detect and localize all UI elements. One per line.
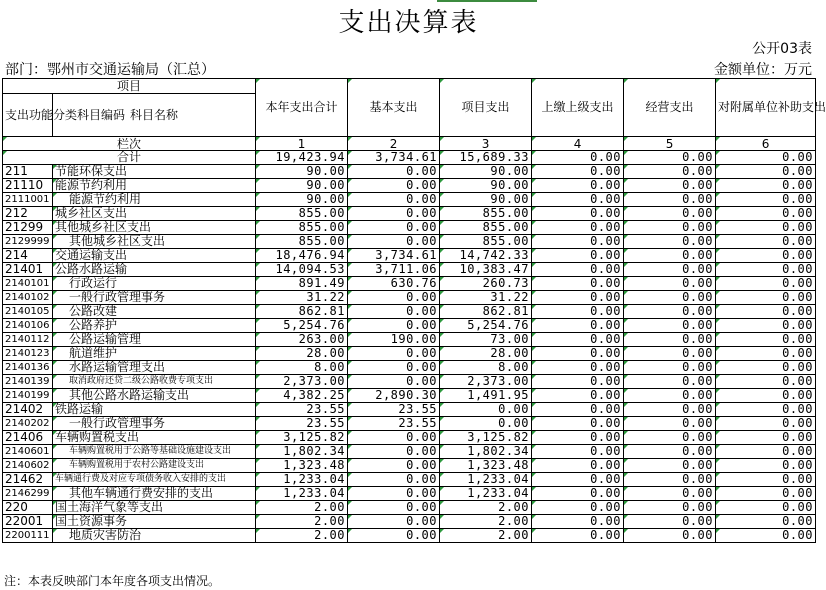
amount-cell[interactable]: 0.00 — [624, 347, 716, 361]
amount-cell[interactable]: 90.00 — [440, 165, 532, 179]
amount-cell[interactable]: 0.00 — [348, 375, 440, 389]
table-row — [3, 193, 816, 207]
amount-cell[interactable]: 0.00 — [716, 403, 816, 417]
amount-cell[interactable]: 0.00 — [532, 389, 624, 403]
subject-name[interactable]: 地质灾害防治 — [53, 529, 256, 543]
subject-name[interactable]: 水路运输管理支出 — [53, 361, 256, 375]
amount-cell[interactable]: 0.00 — [624, 263, 716, 277]
amount-cell[interactable]: 0.00 — [532, 501, 624, 515]
amount-cell[interactable]: 0.00 — [716, 319, 816, 333]
table-row — [3, 431, 816, 445]
subject-code[interactable]: 2111001 — [3, 193, 53, 207]
amount-cell[interactable]: 2.00 — [440, 501, 532, 515]
amount-cell[interactable]: 0.00 — [716, 473, 816, 487]
table-row — [3, 263, 816, 277]
amount-cell[interactable]: 0.00 — [624, 389, 716, 403]
total-value: 0.00 — [624, 151, 716, 165]
amount-cell[interactable]: 1,802.34 — [256, 445, 348, 459]
amount-cell[interactable]: 90.00 — [440, 179, 532, 193]
amount-cell[interactable]: 14,742.33 — [440, 249, 532, 263]
amount-cell[interactable]: 855.00 — [440, 235, 532, 249]
amount-cell[interactable]: 0.00 — [716, 501, 816, 515]
col-header-upper: 上缴上级支出 — [532, 79, 624, 137]
amount-cell[interactable]: 0.00 — [624, 459, 716, 473]
subject-code[interactable]: 21406 — [3, 431, 53, 445]
subject-name[interactable]: 公路运输管理 — [53, 333, 256, 347]
amount-cell[interactable]: 0.00 — [716, 459, 816, 473]
amount-cell[interactable]: 0.00 — [624, 403, 716, 417]
amount-cell[interactable]: 855.00 — [256, 235, 348, 249]
amount-cell[interactable]: 3,125.82 — [440, 431, 532, 445]
total-value: 3,734.61 — [348, 151, 440, 165]
amount-cell[interactable]: 0.00 — [532, 459, 624, 473]
unit-label: 金额单位：万元 — [714, 62, 812, 78]
amount-cell[interactable]: 0.00 — [532, 319, 624, 333]
amount-cell[interactable]: 28.00 — [440, 347, 532, 361]
subject-code[interactable]: 2140105 — [3, 305, 53, 319]
amount-cell[interactable]: 0.00 — [624, 249, 716, 263]
amount-cell[interactable]: 0.00 — [716, 515, 816, 529]
col-num-3: 3 — [440, 137, 532, 151]
table-row — [3, 179, 816, 193]
amount-cell[interactable]: 0.00 — [716, 165, 816, 179]
amount-cell[interactable]: 0.00 — [624, 501, 716, 515]
amount-cell[interactable]: 23.55 — [256, 403, 348, 417]
amount-cell[interactable]: 0.00 — [624, 473, 716, 487]
amount-cell[interactable]: 1,233.04 — [256, 487, 348, 501]
table-row — [3, 459, 816, 473]
subject-code[interactable]: 21462 — [3, 473, 53, 487]
table-row — [3, 529, 816, 543]
subject-name[interactable]: 国土资源事务 — [53, 515, 256, 529]
total-value: 0.00 — [716, 151, 816, 165]
table-row — [3, 291, 816, 305]
table-row — [3, 515, 816, 529]
amount-cell[interactable]: 0.00 — [624, 375, 716, 389]
subject-name[interactable]: 其他城乡社区支出 — [53, 235, 256, 249]
subject-name[interactable]: 能源节约利用 — [53, 193, 256, 207]
table-row — [3, 375, 816, 389]
amount-cell[interactable]: 2.00 — [256, 501, 348, 515]
table-row — [3, 417, 816, 431]
amount-cell[interactable]: 0.00 — [716, 263, 816, 277]
col-header-business: 经营支出 — [624, 79, 716, 137]
subject-code[interactable]: 2129999 — [3, 235, 53, 249]
amount-cell[interactable]: 1,233.04 — [440, 487, 532, 501]
amount-cell[interactable]: 0.00 — [532, 445, 624, 459]
col-header-total: 本年支出合计 — [256, 79, 348, 137]
amount-cell[interactable]: 0.00 — [624, 361, 716, 375]
subject-name[interactable]: 一般行政管理事务 — [53, 417, 256, 431]
amount-cell[interactable]: 0.00 — [348, 193, 440, 207]
table-row — [3, 403, 816, 417]
amount-cell[interactable]: 0.00 — [716, 207, 816, 221]
subject-code[interactable]: 2140106 — [3, 319, 53, 333]
table-row — [3, 249, 816, 263]
table-row — [3, 501, 816, 515]
amount-cell[interactable]: 0.00 — [348, 221, 440, 235]
amount-cell[interactable]: 0.00 — [532, 403, 624, 417]
amount-cell[interactable]: 0.00 — [624, 431, 716, 445]
department-label: 部门：鄂州市交通运输局（汇总） — [5, 62, 215, 78]
amount-cell[interactable]: 0.00 — [716, 305, 816, 319]
amount-cell[interactable]: 0.00 — [716, 221, 816, 235]
subject-code[interactable]: 2140202 — [3, 417, 53, 431]
amount-cell[interactable]: 0.00 — [532, 473, 624, 487]
amount-cell[interactable]: 0.00 — [624, 277, 716, 291]
subject-name[interactable]: 公路养护 — [53, 319, 256, 333]
amount-cell[interactable]: 0.00 — [716, 179, 816, 193]
subject-name[interactable]: 其他城乡社区支出 — [53, 221, 256, 235]
amount-cell[interactable]: 0.00 — [532, 487, 624, 501]
amount-cell[interactable]: 90.00 — [256, 179, 348, 193]
footnote: 注：本表反映部门本年度各项支出情况。 — [4, 574, 221, 588]
total-label: 合计 — [3, 151, 256, 165]
subject-code[interactable]: 21401 — [3, 263, 53, 277]
amount-cell[interactable]: 0.00 — [624, 333, 716, 347]
amount-cell[interactable]: 5,254.76 — [256, 319, 348, 333]
row-label-header: 栏次 — [3, 137, 256, 151]
subject-code[interactable]: 2140112 — [3, 333, 53, 347]
table-row — [3, 235, 816, 249]
amount-cell[interactable]: 0.00 — [532, 193, 624, 207]
amount-cell[interactable]: 0.00 — [532, 165, 624, 179]
amount-cell[interactable]: 0.00 — [440, 403, 532, 417]
amount-cell[interactable]: 8.00 — [440, 361, 532, 375]
amount-cell[interactable]: 0.00 — [348, 347, 440, 361]
amount-cell[interactable]: 0.00 — [348, 165, 440, 179]
col-num-4: 4 — [532, 137, 624, 151]
subject-name[interactable]: 能源节约利用 — [53, 179, 256, 193]
amount-cell[interactable]: 1,233.04 — [256, 473, 348, 487]
amount-cell[interactable]: 0.00 — [716, 445, 816, 459]
amount-cell[interactable]: 0.00 — [624, 165, 716, 179]
amount-cell[interactable]: 2.00 — [256, 515, 348, 529]
amount-cell[interactable]: 260.73 — [440, 277, 532, 291]
amount-cell[interactable]: 23.55 — [348, 403, 440, 417]
func-code-header: 支出功能分类科目编码 — [3, 94, 53, 137]
table-row — [3, 473, 816, 487]
amount-cell[interactable]: 0.00 — [348, 361, 440, 375]
subject-code[interactable]: 21110 — [3, 179, 53, 193]
amount-cell[interactable]: 3,125.82 — [256, 431, 348, 445]
amount-cell[interactable]: 0.00 — [348, 529, 440, 543]
amount-cell[interactable]: 0.00 — [532, 291, 624, 305]
subject-code[interactable]: 21402 — [3, 403, 53, 417]
total-row — [3, 151, 816, 165]
amount-cell[interactable]: 0.00 — [624, 221, 716, 235]
amount-cell[interactable]: 3,711.06 — [348, 263, 440, 277]
amount-cell[interactable]: 31.22 — [256, 291, 348, 305]
table-row — [3, 361, 816, 375]
amount-cell[interactable]: 0.00 — [532, 347, 624, 361]
amount-cell[interactable]: 0.00 — [716, 277, 816, 291]
form-code: 公开03表 — [752, 41, 812, 57]
table-row — [3, 207, 816, 221]
amount-cell[interactable]: 0.00 — [532, 249, 624, 263]
amount-cell[interactable]: 0.00 — [532, 515, 624, 529]
report-title: 支出决算表 — [338, 8, 479, 38]
amount-cell[interactable]: 18,476.94 — [256, 249, 348, 263]
subject-name[interactable]: 节能环保支出 — [53, 165, 256, 179]
amount-cell[interactable]: 0.00 — [348, 473, 440, 487]
amount-cell[interactable]: 4,382.25 — [256, 389, 348, 403]
col-num-6: 6 — [716, 137, 816, 151]
amount-cell[interactable]: 0.00 — [532, 305, 624, 319]
amount-cell[interactable]: 23.55 — [348, 417, 440, 431]
expenditure-table — [2, 78, 826, 543]
amount-cell[interactable]: 1,233.04 — [440, 473, 532, 487]
amount-cell[interactable]: 10,383.47 — [440, 263, 532, 277]
amount-cell[interactable]: 23.55 — [256, 417, 348, 431]
amount-cell[interactable]: 0.00 — [624, 445, 716, 459]
amount-cell[interactable]: 90.00 — [256, 193, 348, 207]
amount-cell[interactable]: 2,373.00 — [440, 375, 532, 389]
total-value: 15,689.33 — [440, 151, 532, 165]
amount-cell[interactable]: 0.00 — [440, 417, 532, 431]
amount-cell[interactable]: 0.00 — [716, 235, 816, 249]
amount-cell[interactable]: 0.00 — [532, 375, 624, 389]
amount-cell[interactable]: 0.00 — [624, 291, 716, 305]
amount-cell[interactable]: 2,890.30 — [348, 389, 440, 403]
subject-name[interactable]: 取消政府还贷二级公路收费专项支出 — [53, 375, 256, 389]
total-value: 19,423.94 — [256, 151, 348, 165]
amount-cell[interactable]: 0.00 — [532, 235, 624, 249]
subject-code[interactable]: 211 — [3, 165, 53, 179]
amount-cell[interactable]: 0.00 — [348, 291, 440, 305]
subject-name[interactable]: 车辆购置税用于公路等基础设施建设支出 — [53, 445, 256, 459]
subject-name[interactable]: 城乡社区支出 — [53, 207, 256, 221]
amount-cell[interactable]: 0.00 — [716, 361, 816, 375]
amount-cell[interactable]: 0.00 — [348, 445, 440, 459]
col-header-project: 项目支出 — [440, 79, 532, 137]
amount-cell[interactable]: 0.00 — [348, 431, 440, 445]
amount-cell[interactable]: 0.00 — [624, 529, 716, 543]
amount-cell[interactable]: 0.00 — [716, 347, 816, 361]
subject-name[interactable]: 铁路运输 — [53, 403, 256, 417]
subject-code[interactable]: 220 — [3, 501, 53, 515]
amount-cell[interactable]: 0.00 — [348, 319, 440, 333]
subject-name[interactable]: 一般行政管理事务 — [53, 291, 256, 305]
amount-cell[interactable]: 31.22 — [440, 291, 532, 305]
subject-name[interactable]: 车辆通行费及对应专项债务收入安排的支出 — [53, 473, 256, 487]
amount-cell[interactable]: 855.00 — [256, 207, 348, 221]
amount-cell[interactable]: 0.00 — [716, 375, 816, 389]
amount-cell[interactable]: 263.00 — [256, 333, 348, 347]
subject-name[interactable]: 车辆购置税用于农村公路建设支出 — [53, 459, 256, 473]
amount-cell[interactable]: 0.00 — [624, 417, 716, 431]
subject-code[interactable]: 2140123 — [3, 347, 53, 361]
subject-name[interactable]: 航道维护 — [53, 347, 256, 361]
col-num-1: 1 — [256, 137, 348, 151]
subject-name[interactable]: 其他公路水路运输支出 — [53, 389, 256, 403]
subject-code[interactable]: 22001 — [3, 515, 53, 529]
subject-code[interactable]: 2140199 — [3, 389, 53, 403]
col-num-5: 5 — [624, 137, 716, 151]
subject-name[interactable]: 国土海洋气象等支出 — [53, 501, 256, 515]
amount-cell[interactable]: 0.00 — [716, 529, 816, 543]
amount-cell[interactable]: 2.00 — [440, 529, 532, 543]
amount-cell[interactable]: 855.00 — [440, 221, 532, 235]
amount-cell[interactable]: 0.00 — [624, 235, 716, 249]
amount-cell[interactable]: 2,373.00 — [256, 375, 348, 389]
amount-cell[interactable]: 862.81 — [440, 305, 532, 319]
subject-name[interactable]: 公路水路运输 — [53, 263, 256, 277]
subject-code[interactable]: 21299 — [3, 221, 53, 235]
col-header-subsidy: 对附属单位补助支出 — [716, 79, 816, 137]
table-row — [3, 445, 816, 459]
amount-cell[interactable]: 0.00 — [348, 305, 440, 319]
subject-code[interactable]: 2140101 — [3, 277, 53, 291]
amount-cell[interactable]: 855.00 — [256, 221, 348, 235]
subject-name[interactable]: 公路改建 — [53, 305, 256, 319]
amount-cell[interactable]: 73.00 — [440, 333, 532, 347]
amount-cell[interactable]: 2.00 — [256, 529, 348, 543]
amount-cell[interactable]: 28.00 — [256, 347, 348, 361]
amount-cell[interactable]: 0.00 — [532, 277, 624, 291]
amount-cell[interactable]: 0.00 — [716, 389, 816, 403]
amount-cell[interactable]: 0.00 — [348, 459, 440, 473]
subject-code[interactable]: 2146299 — [3, 487, 53, 501]
subject-code[interactable]: 2200111 — [3, 529, 53, 543]
subject-name[interactable]: 交通运输支出 — [53, 249, 256, 263]
amount-cell[interactable]: 0.00 — [716, 249, 816, 263]
amount-cell[interactable]: 855.00 — [440, 207, 532, 221]
amount-cell[interactable]: 0.00 — [716, 487, 816, 501]
amount-cell[interactable]: 862.81 — [256, 305, 348, 319]
amount-cell[interactable]: 5,254.76 — [440, 319, 532, 333]
amount-cell[interactable]: 90.00 — [440, 193, 532, 207]
amount-cell[interactable]: 0.00 — [716, 193, 816, 207]
amount-cell[interactable]: 1,323.48 — [256, 459, 348, 473]
amount-cell[interactable]: 0.00 — [624, 193, 716, 207]
amount-cell[interactable]: 0.00 — [532, 221, 624, 235]
col-num-2: 2 — [348, 137, 440, 151]
amount-cell[interactable]: 0.00 — [348, 501, 440, 515]
amount-cell[interactable]: 8.00 — [256, 361, 348, 375]
table-row — [3, 305, 816, 319]
amount-cell[interactable]: 0.00 — [532, 207, 624, 221]
amount-cell[interactable]: 0.00 — [624, 319, 716, 333]
amount-cell[interactable]: 1,323.48 — [440, 459, 532, 473]
subject-code[interactable]: 2140602 — [3, 459, 53, 473]
table-row — [3, 221, 816, 235]
amount-cell[interactable]: 90.00 — [256, 165, 348, 179]
table-row — [3, 487, 816, 501]
table-row — [3, 347, 816, 361]
amount-cell[interactable]: 0.00 — [624, 207, 716, 221]
amount-cell[interactable]: 0.00 — [716, 333, 816, 347]
subject-code[interactable]: 2140139 — [3, 375, 53, 389]
amount-cell[interactable]: 0.00 — [624, 305, 716, 319]
amount-cell[interactable]: 1,802.34 — [440, 445, 532, 459]
subject-code[interactable]: 214 — [3, 249, 53, 263]
table-row — [3, 389, 816, 403]
amount-cell[interactable]: 1,491.95 — [440, 389, 532, 403]
table-row — [3, 333, 816, 347]
amount-cell[interactable]: 0.00 — [348, 515, 440, 529]
amount-cell[interactable]: 0.00 — [624, 487, 716, 501]
table-row — [3, 277, 816, 291]
amount-cell[interactable]: 190.00 — [348, 333, 440, 347]
amount-cell[interactable]: 0.00 — [532, 263, 624, 277]
amount-cell[interactable]: 0.00 — [532, 529, 624, 543]
amount-cell[interactable]: 0.00 — [532, 179, 624, 193]
amount-cell[interactable]: 0.00 — [624, 515, 716, 529]
amount-cell[interactable]: 3,734.61 — [348, 249, 440, 263]
amount-cell[interactable]: 2.00 — [440, 515, 532, 529]
project-header: 项目 — [3, 79, 256, 94]
amount-cell[interactable]: 630.76 — [348, 277, 440, 291]
subject-code[interactable]: 2140601 — [3, 445, 53, 459]
amount-cell[interactable]: 0.00 — [716, 417, 816, 431]
subject-name-header: 科目名称 — [53, 94, 256, 137]
col-header-basic: 基本支出 — [348, 79, 440, 137]
subject-code[interactable]: 2140136 — [3, 361, 53, 375]
amount-cell[interactable]: 14,094.53 — [256, 263, 348, 277]
total-value: 0.00 — [532, 151, 624, 165]
subject-code[interactable]: 2140102 — [3, 291, 53, 305]
amount-cell[interactable]: 0.00 — [532, 361, 624, 375]
amount-cell[interactable]: 0.00 — [532, 431, 624, 445]
amount-cell[interactable]: 0.00 — [348, 207, 440, 221]
subject-name[interactable]: 其他车辆通行费安排的支出 — [53, 487, 256, 501]
subject-code[interactable]: 212 — [3, 207, 53, 221]
amount-cell[interactable]: 0.00 — [716, 291, 816, 305]
table-row — [3, 165, 816, 179]
amount-cell[interactable]: 0.00 — [716, 431, 816, 445]
subject-name[interactable]: 车辆购置税支出 — [53, 431, 256, 445]
amount-cell[interactable]: 0.00 — [532, 417, 624, 431]
amount-cell[interactable]: 0.00 — [624, 179, 716, 193]
amount-cell[interactable]: 0.00 — [348, 235, 440, 249]
table-row — [3, 319, 816, 333]
amount-cell[interactable]: 0.00 — [348, 487, 440, 501]
amount-cell[interactable]: 891.49 — [256, 277, 348, 291]
subject-name[interactable]: 行政运行 — [53, 277, 256, 291]
amount-cell[interactable]: 0.00 — [532, 333, 624, 347]
amount-cell[interactable]: 0.00 — [348, 179, 440, 193]
